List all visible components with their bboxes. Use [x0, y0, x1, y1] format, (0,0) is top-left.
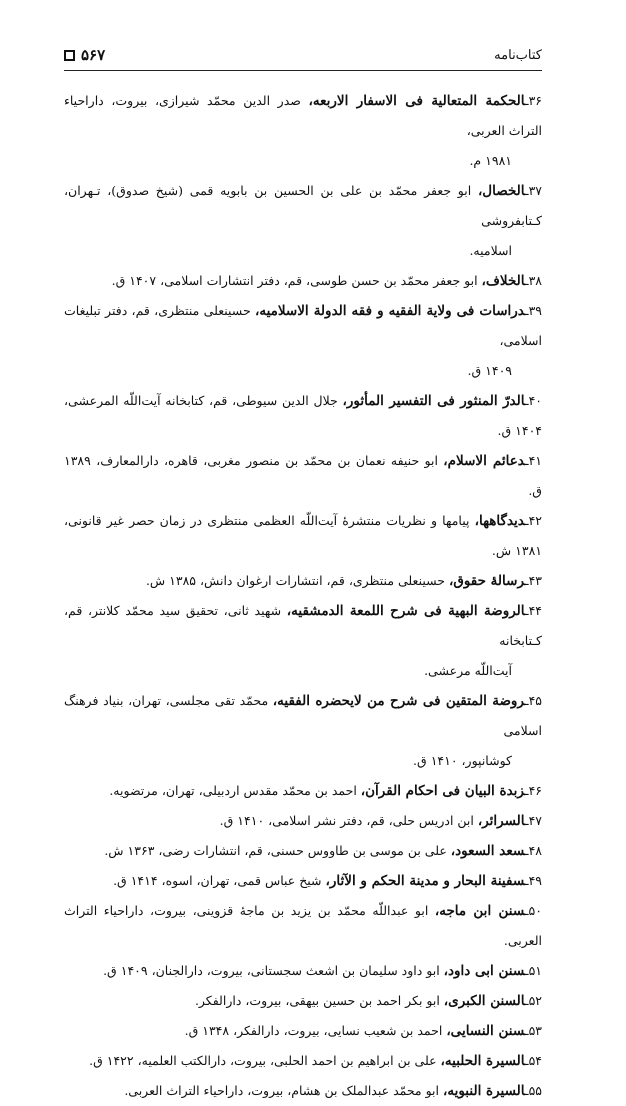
entry-number: ۴۰ـ: [524, 393, 542, 408]
entry-details: احمد بن محمّد مقدس اردبیلی، تهران، مرتضویه.: [109, 783, 361, 798]
entry-number: ۴۷ـ: [524, 813, 542, 828]
entry-details: حسینعلی منتظری، قم، دفتر تبلیغات اسلامی،: [64, 303, 542, 348]
bibliography-entry: [64, 506, 542, 566]
entry-number: ۵۴ـ: [524, 1053, 542, 1068]
entry-details: علی بن موسی بن طاووس حسنی، قم، انتشارات رضی، ۱۳۶۳ ش.: [104, 843, 451, 858]
entry-number: ۴۵ـ: [524, 693, 542, 708]
entry-details: پیامها و نظریات منتشرهٔ آیت‌اللّه العظمی منتظری در زمان حصر غیر قانونی، ۱۳۸۱ ش.: [64, 513, 542, 558]
bibliography-entry: [64, 176, 542, 266]
entry-details: ابو بکر احمد بن حسین بیهقی، بیروت، دارالفکر.: [194, 993, 444, 1008]
entry-number: ۵۲ـ: [524, 993, 542, 1008]
entry-number: ۴۴ـ: [524, 603, 542, 618]
entry-details: احمد بن شعیب نسایی، بیروت، دارالفکر، ۱۳۴۸ ق.: [184, 1023, 447, 1038]
entry-number: ۳۹ـ: [524, 303, 542, 318]
entry-continuation: ۱۴۰۹ ق.: [467, 363, 512, 378]
entry-details: محمّد تقی مجلسی، تهران، بنیاد فرهنگ اسلامی: [64, 693, 542, 738]
entry-title: السیرة الحلبیه،: [440, 1053, 525, 1069]
entry-details: علی بن ابراهیم بن احمد الحلبی، بیروت، دارالکتب العلمیه، ۱۴۲۲ ق.: [89, 1053, 441, 1068]
entry-number: ۴۸ـ: [524, 843, 542, 858]
entry-number: ۴۶ـ: [524, 783, 542, 798]
entry-number: ۴۳ـ: [524, 573, 542, 588]
entry-continuation: آیت‌اللّه مرعشی.: [424, 663, 512, 678]
bibliography-entry: [64, 596, 542, 686]
entry-number: ۴۹ـ: [524, 873, 542, 888]
bibliography-entry: [64, 1076, 542, 1106]
entry-number: ۵۵ـ: [524, 1083, 542, 1098]
entry-details: شیخ عباس قمی، تهران، اسوه، ۱۴۱۴ ق.: [113, 873, 326, 888]
bibliography-entry: [64, 566, 542, 596]
entry-number: ۵۳ـ: [524, 1023, 542, 1038]
entry-title: دیدگاهها،: [474, 513, 525, 529]
entry-number: ۵۰ـ: [524, 903, 542, 918]
bibliography-entry: [64, 686, 542, 776]
entry-details: ابو جعفر محمّد بن حسن طوسی، قم، دفتر انتشارات اسلامی، ۱۴۰۷ ق.: [111, 273, 482, 288]
bibliography-entry: [64, 896, 542, 956]
entry-details: جلال الدین سیوطی، قم، کتابخانه آیت‌اللّه المرعشی، ۱۴۰۴ ق.: [64, 393, 542, 438]
bibliography-entry: [64, 1016, 542, 1046]
page-number-block: [64, 46, 105, 64]
header-rule: [64, 70, 542, 71]
bibliography-entry: [64, 776, 542, 806]
entry-details: ابو داود سلیمان بن اشعث سجستانی، بیروت، دارالجنان، ۱۴۰۹ ق.: [103, 963, 444, 978]
bibliography-entry: [64, 836, 542, 866]
bibliography-entry: [64, 446, 542, 506]
bibliography-list: [64, 86, 542, 1106]
bibliography-entry: [64, 866, 542, 896]
entry-details: ابو عبداللّه محمّد بن یزید بن ماجهٔ قزوینی، بیروت، داراحیاء التراث العربی.: [64, 903, 542, 948]
entry-number: ۴۲ـ: [524, 513, 542, 528]
entry-title: الحکمة المتعالیة فی الاسفار الاربعه،: [308, 93, 525, 109]
entry-continuation: ۱۹۸۱ م.: [469, 153, 512, 168]
entry-title: سنن ابن ماجه،: [434, 903, 525, 919]
entry-continuation: کوشانپور، ۱۴۱۰ ق.: [413, 753, 512, 768]
page-number: ۵۶۷: [81, 46, 106, 64]
entry-details: ابو محمّد عبدالملک بن هشام، بیروت، داراحیاء التراث العربی.: [124, 1083, 443, 1098]
entry-number: ۳۶ـ: [524, 93, 543, 108]
entry-number: ۵۱ـ: [524, 963, 542, 978]
entry-details: شهید ثانی، تحقیق سید محمّد کلانتر، قم، کـتابخانه: [64, 603, 542, 648]
bibliography-entry: [64, 806, 542, 836]
entry-details: ابو حنیفه نعمان بن محمّد بن منصور مغربی، قاهره، دارالمعارف، ۱۳۸۹ ق.: [64, 453, 542, 498]
entry-details: ابن ادریس حلی، قم، دفتر نشر اسلامی، ۱۴۱۰ ق.: [219, 813, 478, 828]
bibliography-entry: [64, 986, 542, 1016]
entry-details: صدر الدین محمّد شیرازی، بیروت، داراحیاء التراث العربی،: [64, 93, 542, 138]
entry-number: ۳۸ـ: [524, 273, 542, 288]
running-title: کتاب‌نامه: [494, 47, 542, 63]
entry-title: سنن ابی داود،: [443, 963, 525, 979]
entry-title: روضة المتقین فی شرح من لایحضره الفقیه،: [272, 693, 525, 709]
entry-title: رسالهٔ حقوق،: [448, 573, 525, 589]
entry-number: ۴۱ـ: [524, 453, 543, 468]
entry-title: الخصال،: [477, 183, 525, 199]
entry-title: زبدة البیان فی احکام القرآن،: [360, 783, 525, 799]
bibliography-entry: [64, 956, 542, 986]
bibliography-entry: [64, 386, 542, 446]
square-ornament-icon: [64, 50, 75, 61]
bibliography-entry: [64, 296, 542, 386]
entry-title: سنن النسایی،: [446, 1023, 525, 1039]
bibliography-entry: [64, 266, 542, 296]
entry-title: السرائر،: [477, 813, 525, 829]
entry-number: ۳۷ـ: [524, 183, 542, 198]
entry-title: سفینة البحار و مدینة الحکم و الآثار،: [325, 873, 525, 889]
entry-title: دعائم الاسلام،: [443, 453, 525, 469]
entry-continuation: اسلامیه.: [469, 243, 512, 258]
entry-title: السیرة النبویه،: [442, 1083, 525, 1099]
entry-title: سعد السعود،: [450, 843, 525, 859]
entry-details: حسینعلی منتظری، قم، انتشارات ارغوان دانش، ۱۳۸۵ ش.: [145, 573, 449, 588]
entry-title: الروضة البهیة فی شرح اللمعة الدمشقیه،: [286, 603, 525, 619]
page-header: [64, 44, 542, 66]
bibliography-entry: [64, 1046, 542, 1076]
entry-title: السنن الکبری،: [443, 993, 525, 1009]
entry-details: ابو جعفر محمّد بن علی بن الحسین بن بابویه قمی (شیخ صدوق)، تـهران، کـتابفروشی: [64, 183, 542, 228]
entry-title: الخلاف،: [481, 273, 525, 289]
bibliography-entry: [64, 86, 542, 176]
entry-title: دراسات فی ولایة الفقیه و فقه الدولة الاسلامیه،: [254, 303, 525, 319]
entry-title: الدرّ المنثور فی التفسیر المأثور،: [342, 393, 525, 409]
